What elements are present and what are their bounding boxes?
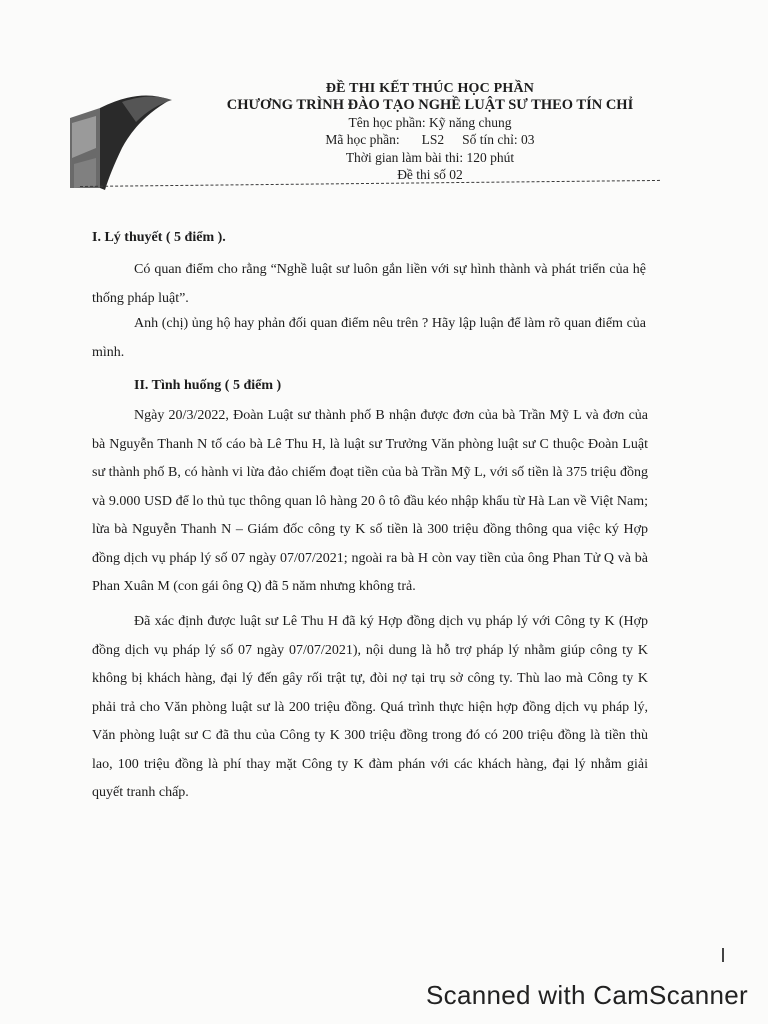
- section-case-title: II. Tình huống ( 5 điểm ): [134, 378, 282, 393]
- credits: Số tín chỉ: 03: [462, 132, 535, 147]
- theory-paragraph-2: Anh (chị) ủng hộ hay phản đối quan điểm nêu trên ? Hãy lập luận để làm rõ quan điểm của mình.: [92, 316, 646, 360]
- theory-paragraph-1: Có quan điểm cho rằng “Nghề luật sư luôn gắn liền với sự hình thành và phát triển của hệ thống pháp luật”.: [92, 262, 646, 306]
- exam-duration: Thời gian làm bài thi: 120 phút: [345, 150, 515, 165]
- course-meta-row: [325, 131, 534, 148]
- exam-header: [200, 80, 660, 183]
- course-code-label: Mã học phần:: [325, 132, 400, 147]
- case-paragraph-1: Ngày 20/3/2022, Đoàn Luật sư thành phố B nhận được đơn của bà Trần Mỹ L và đơn của bà Nguyễn Thanh N tố cáo bà Lê Thu H, là luật sư Trưởng Văn phòng luật sư C thuộc Đoàn Luật sư thành phố B, có hành vi lừa đảo chiếm đoạt tiền của bà Trần Mỹ L, với số tiền là 375 triệu đồng và 9.000 USD để lo thủ tục thông quan lô hàng 20 ô tô đầu kéo nhập khẩu từ Hà Lan về Việt Nam; lừa bà Nguyễn Thanh N – Giám đốc công ty K số tiền là 300 triệu đồng thông qua việc ký Hợp đồng dịch vụ pháp lý số 07 ngày 07/07/2021; ngoài ra bà H còn vay tiền của ông Phan Tử Q và bà Phan Xuân M (con gái ông Q) đã 5 năm nhưng không trả.: [92, 408, 648, 594]
- school-logo-icon: [60, 78, 180, 196]
- program-title: CHƯƠNG TRÌNH ĐÀO TẠO NGHỀ LUẬT SƯ THEO TÍN CHỈ: [226, 97, 634, 113]
- exam-title: ĐỀ THI KẾT THÚC HỌC PHẦN: [325, 81, 535, 96]
- exam-number: Đề thi số 02: [397, 167, 463, 182]
- scan-mark: [722, 948, 724, 962]
- course-name: Tên học phần: Kỹ năng chung: [348, 115, 512, 130]
- section-theory-title: I. Lý thuyết ( 5 điểm ).: [92, 230, 226, 245]
- course-code: LS2: [421, 132, 445, 147]
- case-paragraph-2: Đã xác định được luật sư Lê Thu H đã ký Hợp đồng dịch vụ pháp lý với Công ty K (Hợp đồng dịch vụ pháp lý số 07 ngày 07/07/2021), nội dung là hỗ trợ pháp lý nhằm giúp công ty K không bị khách hàng, đại lý đến gây rối trật tự, đòi nợ tại trụ sở công ty. Thù lao mà Công ty K phải trả cho Văn phòng luật sư là 200 triệu đồng. Quá trình thực hiện hợp đồng dịch vụ pháp lý, Văn phòng luật sư C đã thu của Công ty K 300 triệu đồng trong đó có 200 triệu đồng là tiền thù lao, 100 triệu đồng là phí thay mặt Công ty K đàm phán với các khách hàng, đại lý nhằm giải quyết tranh chấp.: [92, 614, 648, 800]
- scanner-watermark: Scanned with CamScanner: [426, 980, 748, 1010]
